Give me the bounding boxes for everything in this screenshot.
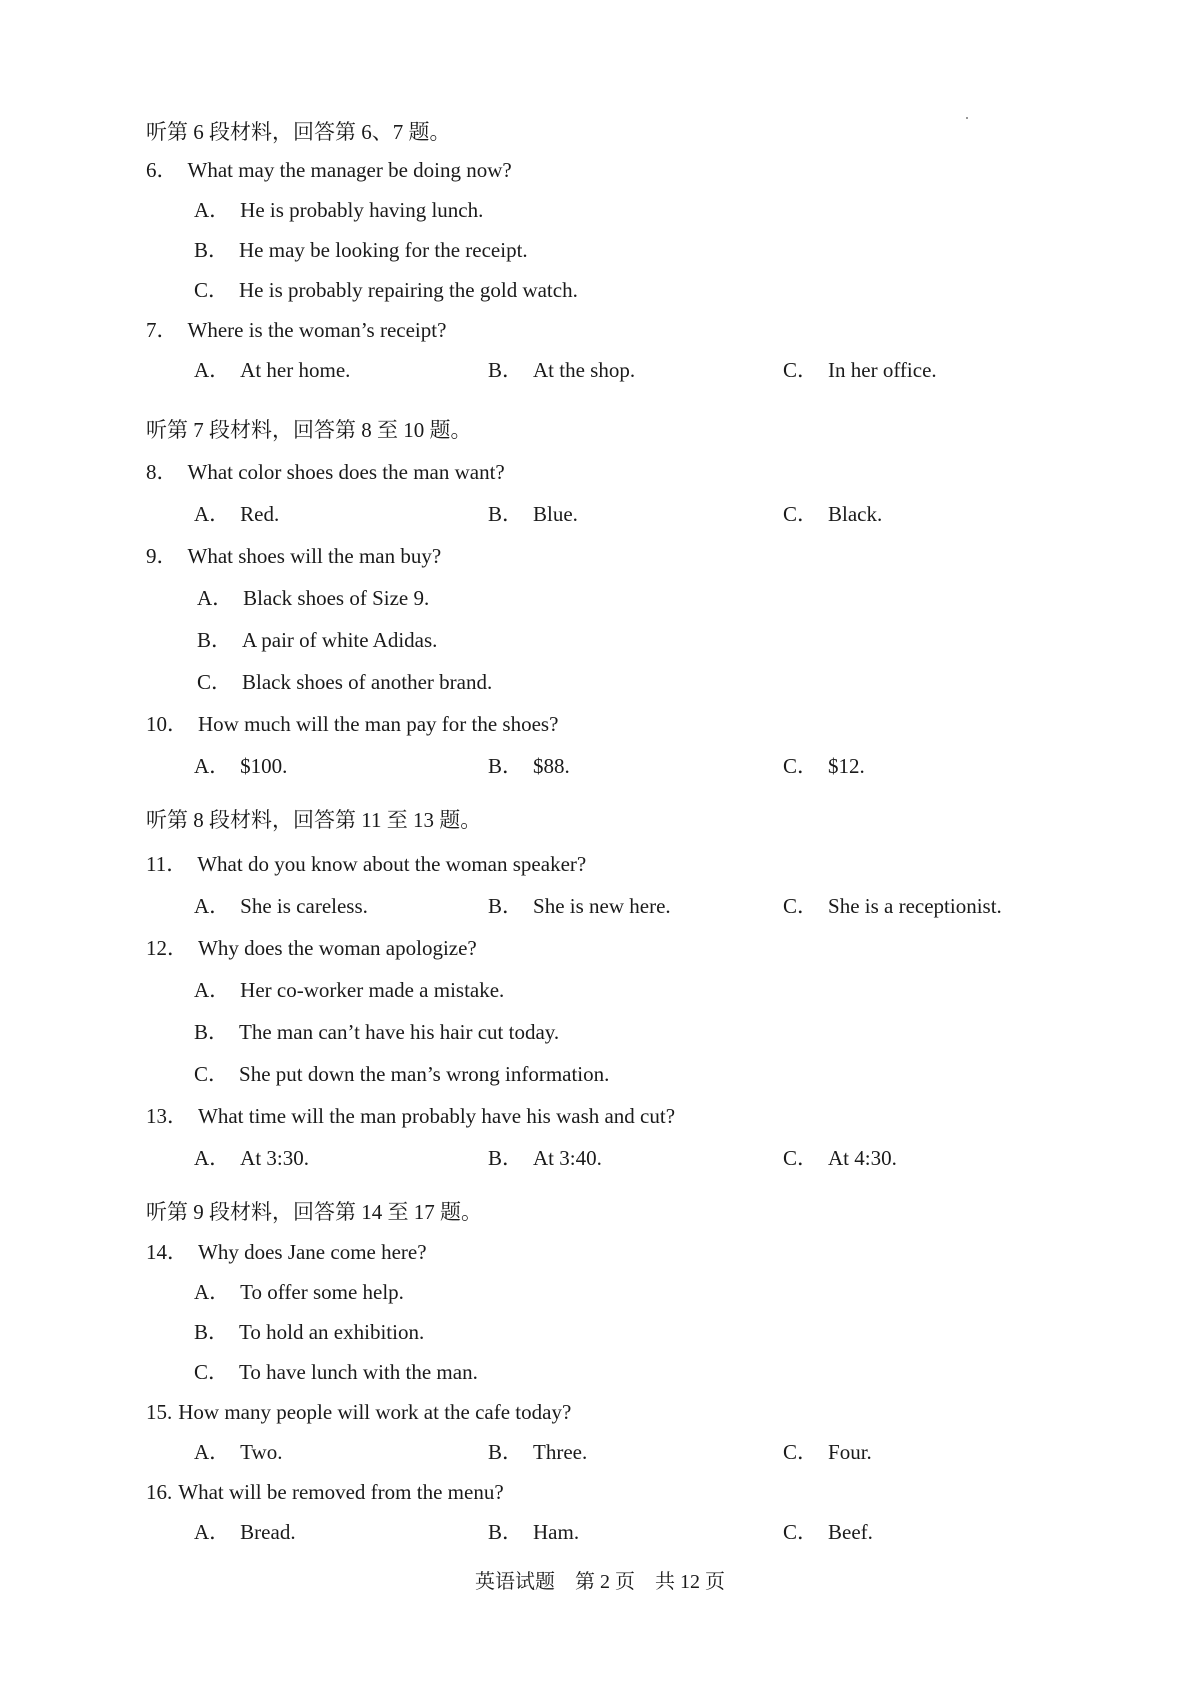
question-15 (146, 1398, 571, 1426)
option-b (488, 1518, 579, 1546)
section-heading: 听第 6 段材料，回答第 6、7 题。 (146, 120, 451, 144)
question-13 (146, 1102, 675, 1130)
option-text: She is careless. (240, 894, 368, 918)
option-text: Beef. (828, 1520, 873, 1544)
option-text: In her office. (828, 358, 937, 382)
option-letter: C． (194, 1360, 230, 1384)
option-letter: B． (194, 1320, 230, 1344)
question-number: 10． (146, 712, 188, 736)
question-11 (146, 850, 586, 878)
option-text: Black. (828, 502, 883, 526)
option-letter: B． (194, 1020, 230, 1044)
option-letter: A． (194, 754, 231, 778)
option-letter: B． (488, 894, 524, 918)
scan-speck (966, 117, 968, 119)
question-16 (146, 1478, 504, 1506)
option-letter: C． (783, 502, 819, 526)
option-text: At her home. (240, 358, 351, 382)
option-letter: B． (197, 628, 233, 652)
option-a (194, 196, 483, 224)
question-7 (146, 316, 446, 344)
option-a (194, 356, 350, 384)
option-c (783, 1144, 897, 1172)
option-letter: A． (197, 586, 234, 610)
question-text: Where is the woman’s receipt? (187, 318, 447, 342)
option-b (488, 892, 671, 920)
question-text: What will be removed from the menu? (178, 1480, 504, 1504)
option-text: To have lunch with the man. (239, 1360, 478, 1384)
option-text: At 3:40. (533, 1146, 602, 1170)
option-text: He is probably having lunch. (240, 198, 484, 222)
option-letter: B． (488, 1520, 524, 1544)
option-text: Ham. (533, 1520, 580, 1544)
section-heading: 听第 9 段材料，回答第 14 至 17 题。 (146, 1200, 482, 1224)
section-heading: 听第 7 段材料，回答第 8 至 10 题。 (146, 418, 472, 442)
option-a (197, 584, 429, 612)
question-number: 7． (146, 318, 178, 342)
option-text: She put down the man’s wrong information. (239, 1062, 610, 1086)
option-c (194, 1060, 609, 1088)
option-text: Three. (533, 1440, 588, 1464)
question-number: 8． (146, 460, 178, 484)
option-c (783, 1518, 873, 1546)
option-letter: C． (783, 358, 819, 382)
option-text: Black shoes of another brand. (242, 670, 493, 694)
option-letter: C． (783, 1520, 819, 1544)
question-number: 14． (146, 1240, 188, 1264)
question-number: 9． (146, 544, 178, 568)
option-text: Four. (828, 1440, 872, 1464)
question-text: What time will the man probably have his wash and cut? (198, 1104, 676, 1128)
option-text: She is new here. (533, 894, 671, 918)
question-10 (146, 710, 558, 738)
option-b (194, 1018, 559, 1046)
option-text: Blue. (533, 502, 578, 526)
option-a (194, 752, 287, 780)
question-text: What may the manager be doing now? (187, 158, 512, 182)
option-b (488, 752, 570, 780)
option-a (194, 1144, 309, 1172)
question-8 (146, 458, 505, 486)
question-text: What color shoes does the man want? (187, 460, 505, 484)
option-letter: C． (783, 894, 819, 918)
option-b (488, 1144, 602, 1172)
question-9 (146, 542, 441, 570)
option-letter: A． (194, 1146, 231, 1170)
question-text: How much will the man pay for the shoes? (198, 712, 559, 736)
option-text: $12. (828, 754, 865, 778)
option-letter: C． (783, 1146, 819, 1170)
option-letter: A． (194, 978, 231, 1002)
option-letter: B． (488, 502, 524, 526)
option-letter: A． (194, 1520, 231, 1544)
question-text: What shoes will the man buy? (187, 544, 442, 568)
option-letter: A． (194, 502, 231, 526)
option-c (194, 1358, 478, 1386)
option-c (783, 752, 865, 780)
question-number: 6． (146, 158, 178, 182)
option-letter: C． (197, 670, 233, 694)
option-letter: B． (488, 1146, 524, 1170)
option-letter: C． (194, 278, 230, 302)
question-text: What do you know about the woman speaker? (197, 852, 587, 876)
option-text: Her co-worker made a mistake. (240, 978, 505, 1002)
question-number: 13． (146, 1104, 188, 1128)
option-letter: B． (488, 1440, 524, 1464)
option-a (194, 976, 504, 1004)
option-b (488, 1438, 587, 1466)
option-text: Two. (240, 1440, 283, 1464)
question-number: 16. (146, 1480, 173, 1504)
option-b (488, 500, 578, 528)
option-text: To hold an exhibition. (239, 1320, 425, 1344)
option-text: He may be looking for the receipt. (239, 238, 528, 262)
option-text: $88. (533, 754, 570, 778)
option-letter: B． (488, 754, 524, 778)
option-text: He is probably repairing the gold watch. (239, 278, 578, 302)
option-text: Bread. (240, 1520, 296, 1544)
section-heading: 听第 8 段材料，回答第 11 至 13 题。 (146, 808, 482, 832)
option-b (194, 1318, 424, 1346)
option-text: She is a receptionist. (828, 894, 1002, 918)
option-c (783, 1438, 872, 1466)
option-text: To offer some help. (240, 1280, 404, 1304)
option-letter: A． (194, 198, 231, 222)
option-a (194, 1518, 296, 1546)
option-text: $100. (240, 754, 288, 778)
question-text: Why does Jane come here? (198, 1240, 427, 1264)
question-14 (146, 1238, 427, 1266)
question-text: How many people will work at the cafe today? (178, 1400, 572, 1424)
option-text: At the shop. (533, 358, 636, 382)
question-number: 12． (146, 936, 188, 960)
option-letter: A． (194, 1280, 231, 1304)
option-letter: A． (194, 358, 231, 382)
question-number: 15. (146, 1400, 173, 1424)
option-letter: A． (194, 1440, 231, 1464)
question-6 (146, 156, 512, 184)
option-a (194, 1438, 282, 1466)
question-number: 11． (146, 852, 188, 876)
option-a (194, 892, 368, 920)
option-text: At 3:30. (240, 1146, 310, 1170)
option-a (194, 500, 279, 528)
question-text: Why does the woman apologize? (198, 936, 477, 960)
option-c (783, 356, 937, 384)
option-text: The man can’t have his hair cut today. (239, 1020, 560, 1044)
question-12 (146, 934, 477, 962)
option-b (194, 236, 528, 264)
option-letter: B． (194, 238, 230, 262)
option-a (194, 1278, 404, 1306)
option-letter: B． (488, 358, 524, 382)
option-c (194, 276, 578, 304)
option-text: A pair of white Adidas. (242, 628, 438, 652)
option-text: At 4:30. (828, 1146, 897, 1170)
option-letter: C． (783, 754, 819, 778)
option-letter: C． (783, 1440, 819, 1464)
option-text: Red. (240, 502, 280, 526)
option-b (197, 626, 437, 654)
page-footer: 英语试题 第 2 页 共 12 页 (475, 1571, 725, 1593)
option-c (783, 500, 882, 528)
option-letter: C． (194, 1062, 230, 1086)
option-c (197, 668, 492, 696)
option-c (783, 892, 1002, 920)
option-letter: A． (194, 894, 231, 918)
option-text: Black shoes of Size 9. (243, 586, 430, 610)
option-b (488, 356, 635, 384)
